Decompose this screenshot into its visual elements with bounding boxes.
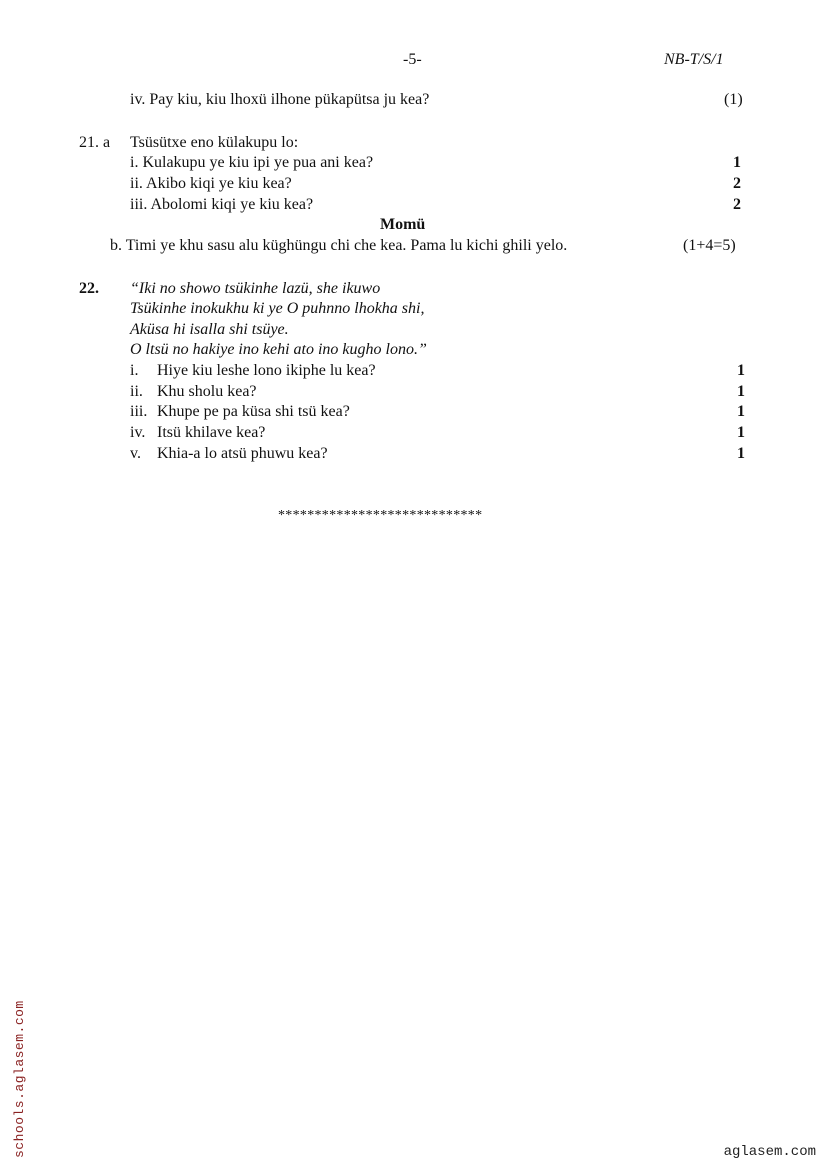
question-20-iv-text: iv. Pay kiu, kiu lhoxü ilhone pükapütsa ju kea?: [130, 91, 430, 108]
question-22-item-iv-marks: 1: [737, 424, 745, 441]
or-label: Momü: [380, 216, 426, 233]
question-21-item-ii-marks: 2: [733, 175, 741, 192]
poem-line-4: O ltsü no hakiye ino kehi ato ino kugho lono.”: [130, 341, 427, 358]
question-21-item-ii: ii. Akibo kiqi ye kiu kea?: [130, 175, 292, 192]
question-21-item-i: i. Kulakupu ye kiu ipi ye pua ani kea?: [130, 154, 374, 171]
question-22-item-ii-marks: 1: [737, 383, 745, 400]
poem-line-3: Aküsa hi isalla shi tsüye.: [130, 321, 289, 338]
corner-watermark: aglasem.com: [723, 1144, 816, 1160]
question-22-item-i: Hiye kiu leshe lono ikiphe lu kea?: [157, 362, 376, 379]
question-22-item-iv: Itsü khilave kea?: [157, 424, 266, 441]
question-21-b-text: b. Timi ye khu sasu alu küghüngu chi che kea. Pama lu kichi ghili yelo.: [110, 237, 568, 254]
poem-line-1: “Iki no showo tsükinhe lazü, she ikuwo: [130, 280, 381, 297]
end-of-paper-marker: ****************************: [278, 508, 483, 523]
question-21-b-marks: (1+4=5): [683, 237, 736, 254]
question-20-iv-marks: (1): [724, 91, 743, 108]
paper-code: NB-T/S/1: [664, 51, 724, 68]
question-22-item-ii-label: ii.: [130, 383, 143, 400]
question-21-item-iii-marks: 2: [733, 196, 741, 213]
question-22-item-v: Khia-a lo atsü phuwu kea?: [157, 445, 328, 462]
question-22-item-iv-label: iv.: [130, 424, 146, 441]
question-21-item-iii: iii. Abolomi kiqi ye kiu kea?: [130, 196, 314, 213]
question-22-item-v-marks: 1: [737, 445, 745, 462]
page-number: -5-: [403, 51, 422, 68]
question-22-item-i-label: i.: [130, 362, 139, 379]
question-22-item-iii-label: iii.: [130, 403, 148, 420]
side-watermark: schools.aglasem.com: [12, 1000, 27, 1158]
question-21-number: 21. a: [79, 134, 111, 151]
question-21-intro: Tsüsütxe eno külakupu lo:: [130, 134, 299, 151]
question-22-item-iii-marks: 1: [737, 403, 745, 420]
poem-line-2: Tsükinhe inokukhu ki ye O puhnno lhokha shi,: [130, 300, 425, 317]
question-22-number: 22.: [79, 280, 99, 297]
question-22-item-iii: Khupe pe pa küsa shi tsü kea?: [157, 403, 350, 420]
question-21-item-i-marks: 1: [733, 154, 741, 171]
question-22-item-ii: Khu sholu kea?: [157, 383, 257, 400]
question-22-item-v-label: v.: [130, 445, 141, 462]
question-22-item-i-marks: 1: [737, 362, 745, 379]
